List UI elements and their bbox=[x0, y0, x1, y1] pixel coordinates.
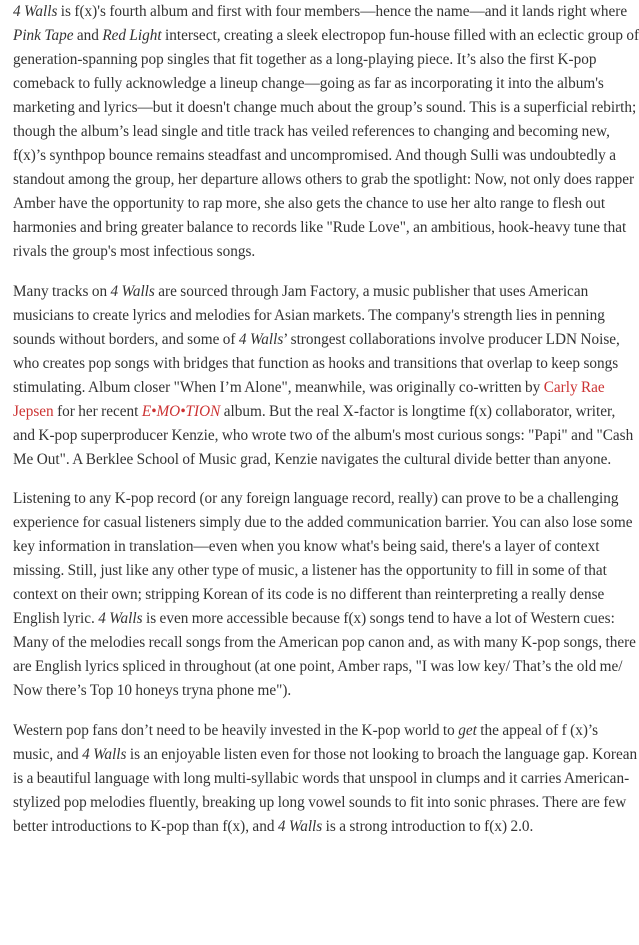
text-run: for her recent bbox=[53, 402, 142, 420]
paragraph-language-barrier bbox=[13, 487, 639, 703]
album-title: 4 Walls bbox=[82, 745, 127, 763]
paragraph-album-overview bbox=[13, 0, 639, 264]
album-title: Pink Tape bbox=[13, 27, 74, 44]
emphasis: get bbox=[458, 721, 477, 739]
paragraph-conclusion bbox=[13, 719, 639, 839]
text-run: is an enjoyable listen even for those not looking to broach the language gap. Korean is a beautiful language with long multi-syllabic words that unspool in clumps and it carries American-stylized pop melodies fluently, breaking up long vowel sounds to fit into sonic phrases. There are few better introductions to K-pop than f(x), and bbox=[13, 745, 638, 835]
album-title: Red Light bbox=[102, 27, 162, 44]
text-run: is f(x)'s fourth album and first with four members—hence the name—and it lands right where bbox=[57, 3, 628, 20]
album-title: 4 Walls bbox=[110, 282, 155, 300]
carly-rae-jepsen-link[interactable]: Carly Rae Jepsen bbox=[13, 378, 605, 420]
text-run: album. But the real X-factor is longtime f(x) collaborator, writer, and K-pop superproducer Kenzie, who wrote two of the album's most curious songs: "Papi" and "Cash Me Out". A Berklee School of Music grad, Kenzie navigates the cultural divide better than anyone. bbox=[13, 402, 634, 468]
text-run: Many tracks on bbox=[13, 282, 111, 300]
text-run: intersect, creating a sleek electropop fun-house filled with an eclectic group of generation-spanning pop singles that fit together as a long-playing piece. It’s also the first K-pop comeback to fully acknowledge a lineup change—going as far as incorporating it into the album's marketing and lyrics—but it doesn't change much about the group’s sound. This is a superficial rebirth; though the album’s lead single and title track has veiled references to changing and becoming new, f(x)’s synthpop bounce remains steadfast and uncompromised. And though Sulli was undoubtedly a standout among the group, her departure allows others to grab the spotlight: Now, not only does rapper Amber have the opportunity to rap more, she also gets the chance to use her alto range to flesh out harmonies and bring greater balance to records like "Rude Love", an ambitious, hook-heavy tune that rivals the group's most infectious songs. bbox=[13, 27, 639, 260]
album-title: 4 Walls bbox=[277, 817, 323, 835]
text-run: the appeal of f (x)’s music, and bbox=[13, 721, 599, 763]
text-run: Western pop fans don’t need to be heavily invested in the K-pop world to bbox=[13, 721, 459, 739]
text-run: is even more accessible because f(x) songs tend to have a lot of Western cues: Many of the melodies recall songs from the American pop canon and, as with many K-pop songs, there are English lyrics spliced in throughout (at one point, Amber raps, "I was low key/ That’s the old me/ Now there’s Top 10 honeys tryna phone me"). bbox=[13, 610, 636, 699]
text-run: are sourced through Jam Factory, a music publisher that uses American musicians to create lyrics and melodies for Asian markets. The company's strength lies in penning sounds without borders, and some of bbox=[13, 282, 605, 348]
album-title: 4 Walls bbox=[238, 330, 284, 348]
text-run: Listening to any K-pop record (or any foreign language record, really) can prove to be a challenging experience for casual listeners simply due to the added communication barrier. You can also lose some key information in translation—even when you know what's being said, there's a layer of context missing. Still, just like any other type of music, a listener has the opportunity to fill in some of that context on their own; stripping Korean of its code is no different than reinterpreting a really dense English lyric. bbox=[13, 490, 633, 627]
album-title: 4 Walls bbox=[98, 610, 143, 627]
album-title: 4 Walls bbox=[13, 3, 58, 20]
text-run: is a strong introduction to f(x) 2.0. bbox=[322, 817, 534, 835]
emotion-album-link[interactable]: E•MO•TION bbox=[141, 402, 221, 420]
text-run: and bbox=[73, 27, 103, 44]
paragraph-producers bbox=[13, 280, 639, 472]
text-run: ’ strongest collaborations involve producer LDN Noise, who creates pop songs with bridges that function as hooks and transitions that overlap to keep songs stimulating. Album closer "When I’m Alone", meanwhile, was originally co-written by bbox=[13, 330, 620, 396]
